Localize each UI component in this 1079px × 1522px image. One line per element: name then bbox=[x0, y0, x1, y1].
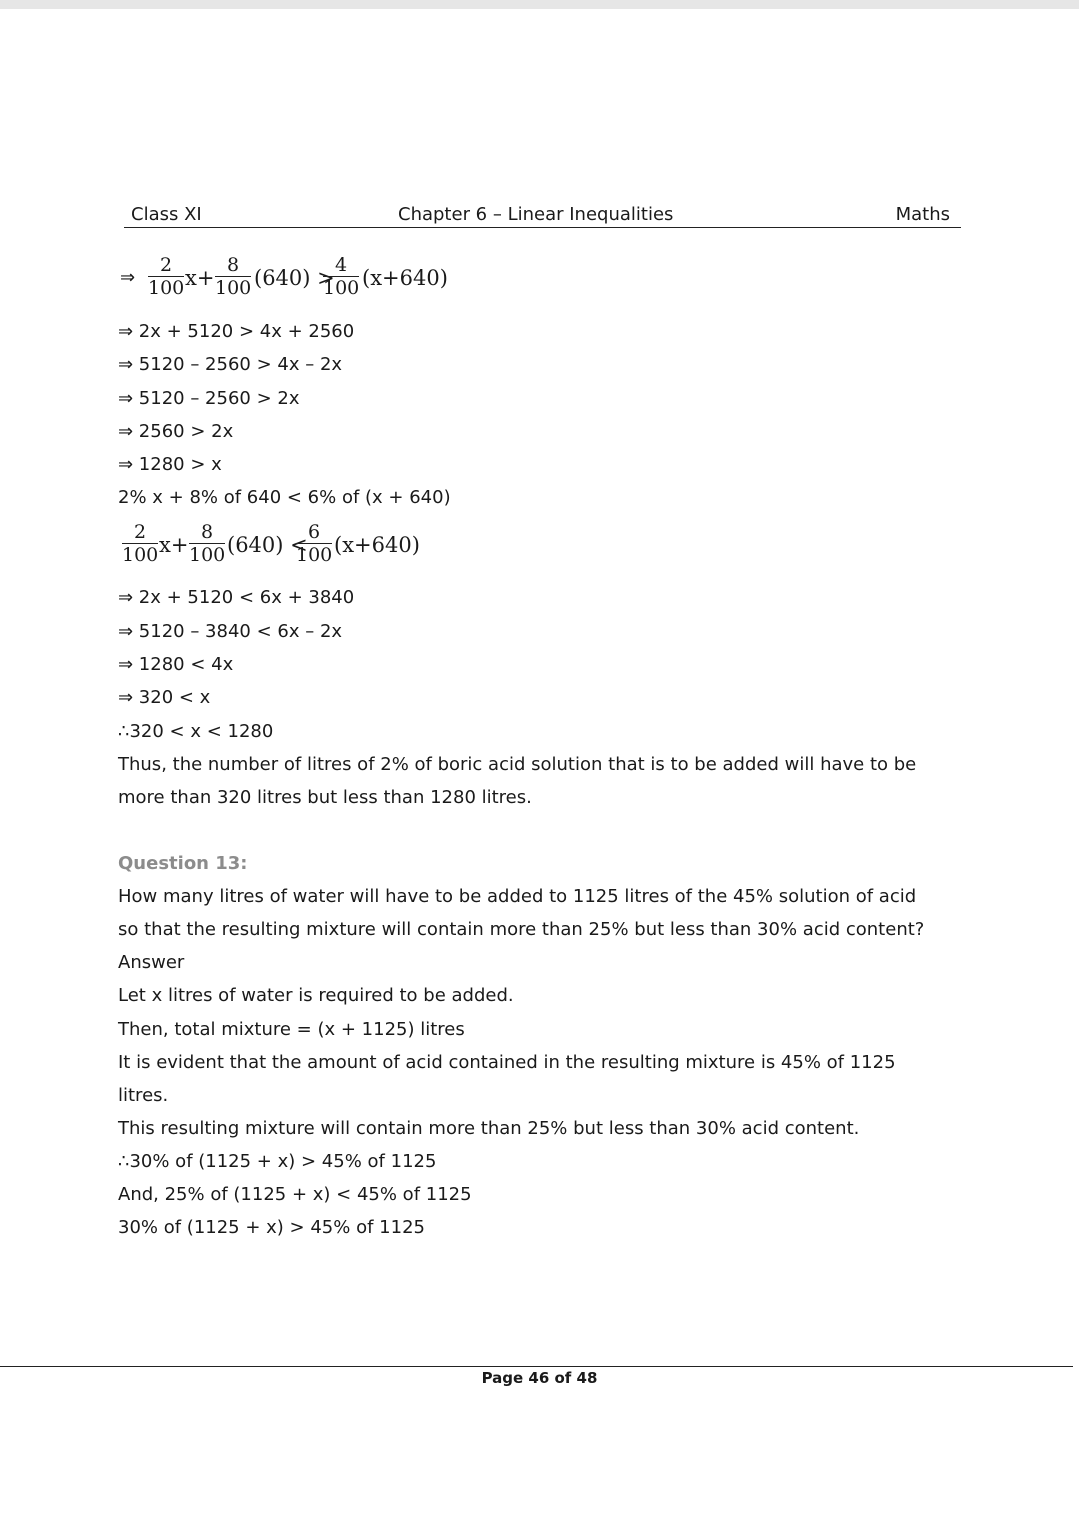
text-line: ⇒ 5120 – 3840 < 6x – 2x bbox=[118, 621, 343, 642]
page-number: Page 46 of 48 bbox=[481, 1369, 598, 1387]
fraction: 2 100 bbox=[122, 521, 159, 566]
text-line: Thus, the number of litres of 2% of boric acid solution that is to be added will have to be bbox=[118, 754, 917, 775]
text-line: ⇒ 2x + 5120 > 4x + 2560 bbox=[118, 321, 355, 342]
text-line: ⇒ 2560 > 2x bbox=[118, 421, 234, 442]
text-line: 2% x + 8% of 640 < 6% of (x + 640) bbox=[118, 487, 451, 508]
fraction: 2 100 bbox=[148, 254, 185, 299]
text-line: more than 320 litres but less than 1280 litres. bbox=[118, 787, 532, 808]
text-line: ⇒ 5120 – 2560 > 2x bbox=[118, 388, 300, 409]
top-bar bbox=[0, 0, 1079, 9]
fraction: 4 100 bbox=[323, 254, 360, 299]
text-line: And, 25% of (1125 + x) < 45% of 1125 bbox=[118, 1184, 472, 1205]
text-line: ⇒ 320 < x bbox=[118, 687, 211, 708]
fraction: 8 100 bbox=[215, 254, 252, 299]
term: x+ bbox=[159, 533, 189, 557]
text-line: ∴30% of (1125 + x) > 45% of 1125 bbox=[118, 1151, 437, 1172]
header-subject: Maths bbox=[895, 204, 950, 225]
header-class: Class XI bbox=[131, 204, 202, 225]
term: (x+640) bbox=[362, 266, 448, 290]
implies-arrow: ⇒ bbox=[120, 267, 136, 288]
text-line: This resulting mixture will contain more than 25% but less than 30% acid content. bbox=[118, 1118, 860, 1139]
question-heading: Question 13: bbox=[118, 853, 248, 874]
text-line: ∴320 < x < 1280 bbox=[118, 721, 274, 742]
term: (640) < bbox=[227, 533, 308, 557]
text-line: 30% of (1125 + x) > 45% of 1125 bbox=[118, 1217, 425, 1238]
page-header bbox=[124, 203, 961, 228]
answer-label: Answer bbox=[118, 952, 185, 973]
footer-rule bbox=[0, 1366, 1073, 1367]
text-line: ⇒ 2x + 5120 < 6x + 3840 bbox=[118, 587, 355, 608]
text-line: It is evident that the amount of acid contained in the resulting mixture is 45% of 1125 bbox=[118, 1052, 896, 1073]
fraction: 6 100 bbox=[296, 521, 333, 566]
text-line: Let x litres of water is required to be added. bbox=[118, 985, 514, 1006]
text-line: ⇒ 1280 < 4x bbox=[118, 654, 234, 675]
text-line: Then, total mixture = (x + 1125) litres bbox=[118, 1019, 465, 1040]
text-line: so that the resulting mixture will contain more than 25% but less than 30% acid content? bbox=[118, 919, 925, 940]
header-chapter: Chapter 6 – Linear Inequalities bbox=[398, 204, 674, 225]
text-line: ⇒ 1280 > x bbox=[118, 454, 222, 475]
text-line: ⇒ 5120 – 2560 > 4x – 2x bbox=[118, 354, 343, 375]
equation-2 bbox=[118, 521, 438, 571]
term: x+ bbox=[185, 266, 215, 290]
text-line: How many litres of water will have to be added to 1125 litres of the 45% solution of acid bbox=[118, 886, 917, 907]
equation-1 bbox=[118, 254, 458, 304]
fraction: 8 100 bbox=[189, 521, 226, 566]
term: (640) > bbox=[254, 266, 335, 290]
text-line: litres. bbox=[118, 1085, 169, 1106]
term: (x+640) bbox=[334, 533, 420, 557]
